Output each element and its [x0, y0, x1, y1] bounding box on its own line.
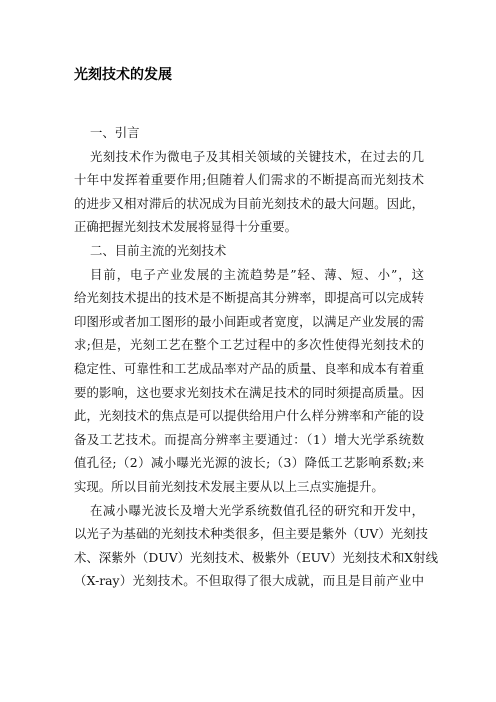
- body-text-line: 一、引言: [90, 125, 140, 140]
- document-body: [74, 121, 438, 593]
- body-text-line: 光刻技术作为微电子及其相关领域的关键技术，在过去的几: [90, 148, 424, 164]
- body-text-line: 给光刻技术提出的技术是不断提高其分辨率，即提高可以完成转: [74, 290, 424, 306]
- document-title: 光刻技术的发展: [74, 67, 172, 83]
- body-text-line: 备及工艺技术。而提高分辨率主要通过：（1）增大光学系统数: [74, 431, 424, 447]
- body-text-line: 此，光刻技术的焦点是可以提供给用户什么样分辨率和产能的设: [74, 408, 424, 424]
- body-text-line: 要的影响，这也要求光刻技术在满足技术的同时须提高质量。因: [74, 384, 424, 400]
- body-text-line: 目前，电子产业发展的主流趋势是”轻、薄、短、小”，这: [90, 266, 424, 282]
- body-text-line: 在减小曝光波长及增大光学系统数值孔径的研究和开发中，: [90, 502, 424, 518]
- body-text-line: 印图形或者加工图形的最小间距或者宽度，以满足产业发展的需: [74, 313, 424, 329]
- body-text-line: 稳定性、可靠性和工艺成品率对产品的质量、良率和成本有着重: [74, 360, 424, 376]
- body-text-line: 二、目前主流的光刻技术: [90, 242, 227, 258]
- body-text-line: 值孔径;（2）减小曝光光源的波长;（3）降低工艺影响系数;来: [74, 455, 424, 471]
- body-text-line: 的进步又相对滞后的状况成为目前光刻技术的最大问题。因此，: [74, 195, 424, 211]
- body-text-line: 术、深紫外（DUV）光刻技术、极紫外（EUV）光刻技术和X射线: [74, 549, 438, 565]
- body-text-line: 求;但是，光刻工艺在整个工艺过程中的多次性使得光刻技术的: [74, 337, 424, 353]
- body-text-line: 以光子为基础的光刻技术种类很多，但主要是紫外（UV）光刻技: [74, 526, 428, 542]
- body-text-line: 十年中发挥着重要作用;但随着人们需求的不断提高而光刻技术: [74, 172, 424, 188]
- body-text-line: 实现。所以目前光刻技术发展主要从以上三点实施提升。: [74, 478, 384, 494]
- body-text-line: （X-ray）光刻技术。不但取得了很大成就，而且是目前产业中: [74, 573, 424, 589]
- body-text-line: 正确把握光刻技术发展将显得十分重要。: [74, 219, 298, 235]
